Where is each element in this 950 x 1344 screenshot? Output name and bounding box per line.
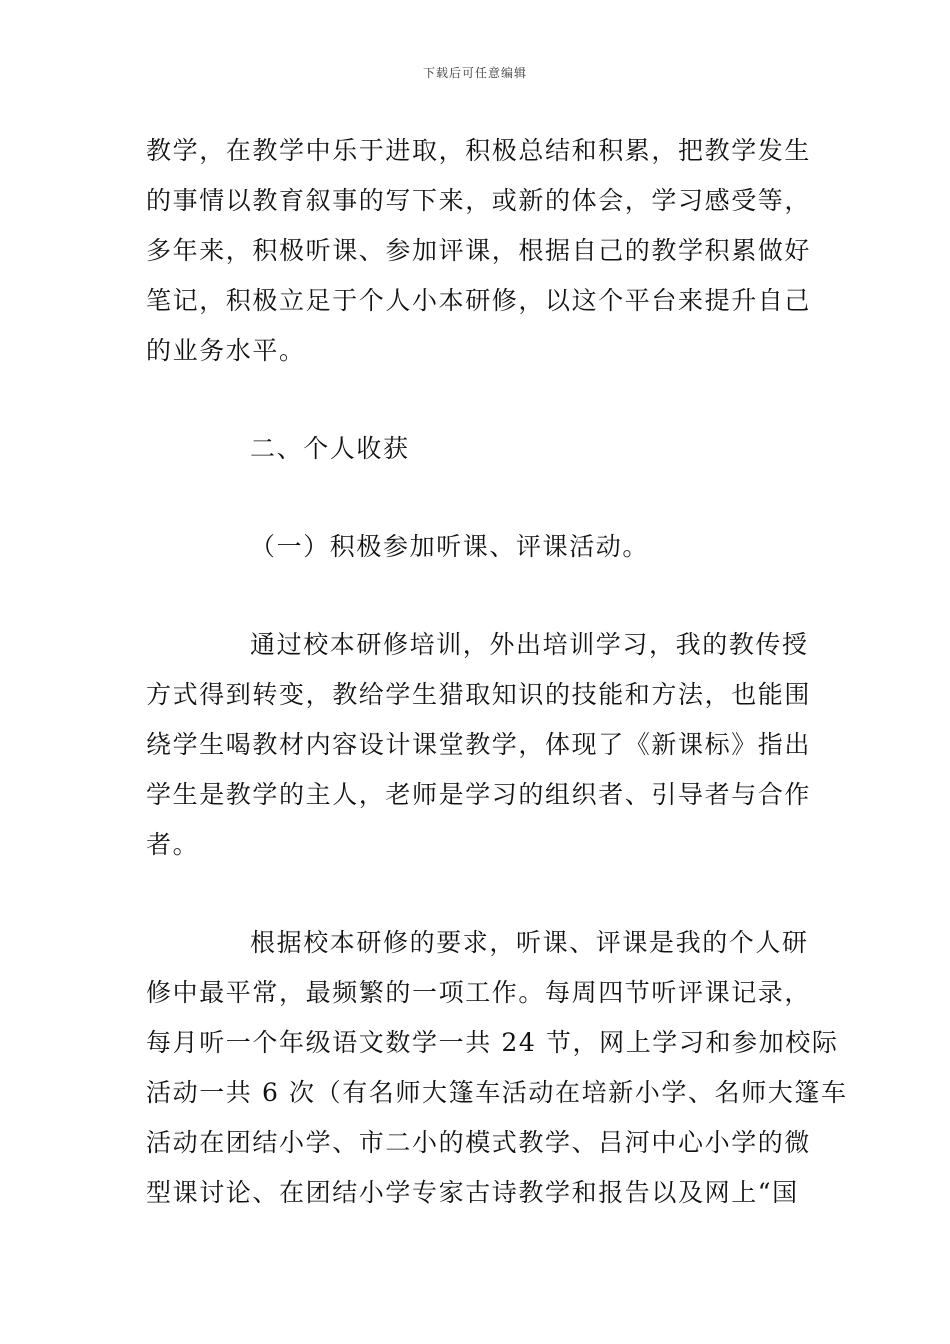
text-line: 通过校本研修培训，外出培训学习，我的教传授: [250, 630, 809, 659]
document-body: [146, 126, 848, 1218]
text-line: 方式得到转变，教给学生猎取知识的技能和方法，也能围: [146, 680, 812, 709]
text-line: 学生是教学的主人，老师是学习的组织者、引导者与合作: [146, 780, 812, 809]
text-line: 修中最平常，最频繁的一项工作。每周四节听评课记录，: [146, 978, 812, 1007]
section-heading: 二、个人收获: [250, 434, 410, 463]
paragraph-1: [146, 126, 812, 376]
paragraph-2: [146, 620, 812, 870]
text-line: 多年来，积极听课、参加评课，根据自己的教学积累做好: [146, 236, 812, 265]
text-line: 的业务水平。: [146, 336, 306, 365]
text-line: 教学，在教学中乐于进取，积极总结和积累，把教学发生: [146, 136, 812, 165]
text-line: 每月听一个年级语文数学一共 24 节，网上学习和参加校际: [146, 1028, 839, 1057]
text-line: 活动在团结小学、市二小的模式教学、吕河中心小学的微: [146, 1128, 812, 1157]
text-line: 活动一共 6 次（有名师大篷车活动在培新小学、名师大篷车: [146, 1078, 848, 1107]
text-line: 笔记，积极立足于个人小本研修，以这个平台来提升自己: [146, 286, 812, 315]
text-line: 根据校本研修的要求，听课、评课是我的个人研: [250, 928, 809, 957]
paragraph-3: [146, 918, 848, 1218]
page-header: 下载后可任意编辑: [422, 66, 527, 80]
text-line: 的事情以教育叙事的写下来，或新的体会，学习感受等，: [146, 186, 812, 215]
text-line: 者。: [146, 830, 200, 859]
text-line: 型课讨论、在团结小学专家古诗教学和报告以及网上“国: [146, 1178, 799, 1207]
subsection-heading: （一）积极参加听课、评课活动。: [250, 532, 650, 561]
text-line: 绕学生喝教材内容设计课堂教学，体现了《新课标》指出: [146, 730, 812, 759]
